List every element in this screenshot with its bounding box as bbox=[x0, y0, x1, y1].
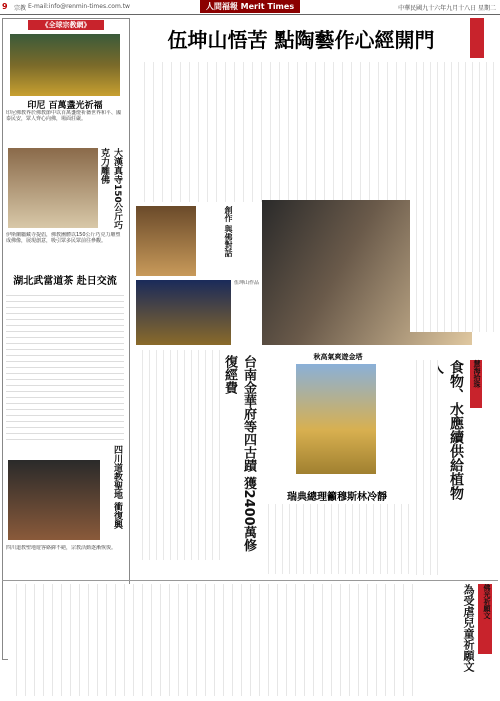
sweden-headline: 瑞典總理籲穆斯林冷靜 bbox=[287, 492, 387, 503]
section-label: 宗教 bbox=[14, 5, 27, 12]
robe-caption: 伍坤山作品 bbox=[234, 280, 260, 286]
story3-title: 湖北武當道茶 赴日交流 bbox=[13, 276, 117, 287]
robe-photo bbox=[136, 280, 231, 345]
global-religion-title: 《全球宗教網》 bbox=[28, 20, 104, 30]
date-text: 中華民國九十六年九月十八日 星期二 bbox=[398, 5, 496, 12]
prayer-text-block bbox=[8, 584, 418, 696]
sweden-article-text bbox=[262, 504, 412, 574]
monk-statue-photo bbox=[136, 206, 196, 276]
newspaper-logo: 人間福報 Merit Times bbox=[200, 0, 300, 13]
photo-caption-golden-pagoda: 秋高氣爽遊金塔 bbox=[313, 353, 363, 361]
page-number: 9 bbox=[2, 2, 8, 11]
story1-title: 印尼 百萬盞光祈福 bbox=[27, 101, 103, 111]
right-article-text bbox=[410, 62, 494, 332]
middle-article-text bbox=[136, 350, 221, 560]
story2-title: 大漢真寺150公斤巧克力雕佛 bbox=[99, 148, 122, 230]
plant-article-text bbox=[410, 360, 438, 575]
story3-text-block bbox=[6, 290, 124, 440]
tainan-headline: 台南金華府等四古蹟 獲2400萬修復經費 bbox=[222, 355, 256, 552]
wisdom-tag: 慧海拾珠 bbox=[470, 360, 482, 408]
story4-text: 四川道教聖地遊客絡繹不絕，宗教活動逐漸恢復。 bbox=[6, 545, 117, 551]
story2-text: 伊斯蘭屬藏寺提倡，佛教團體以150公斤巧克力雕塑成佛像，展現創意，吸引眾多民眾前往參觀。 bbox=[6, 232, 121, 244]
golden-pagoda-photo bbox=[296, 364, 376, 474]
prayer-tag: 佛光祈願文 bbox=[478, 584, 492, 654]
caption-creation: 創作 與佛對話 bbox=[224, 206, 233, 257]
email-text: E-mail:info@renmin-times.com.tw bbox=[28, 3, 130, 10]
bottom-divider bbox=[2, 580, 498, 581]
story1-text: 印尼佛教界於佛教節中以百萬盞燈祈禱世界和平、國泰民安，眾人齊心向佛，場面莊嚴。 bbox=[6, 110, 122, 122]
chocolate-buddha-photo bbox=[8, 148, 98, 228]
daoist-temple-photo bbox=[8, 460, 100, 540]
header-bar bbox=[0, 0, 500, 15]
plant-headline: 食物、水應續供給植物 bbox=[448, 360, 464, 500]
main-headline: 伍坤山悟苦 點陶藝作心經開門 bbox=[167, 28, 435, 52]
story4-title: 四川道教聖地 衝復興 bbox=[112, 445, 122, 530]
prayer-title: 為受虐兒童祈願文 bbox=[462, 584, 475, 672]
lantern-photo bbox=[10, 34, 120, 96]
right-column-tag bbox=[470, 18, 484, 58]
